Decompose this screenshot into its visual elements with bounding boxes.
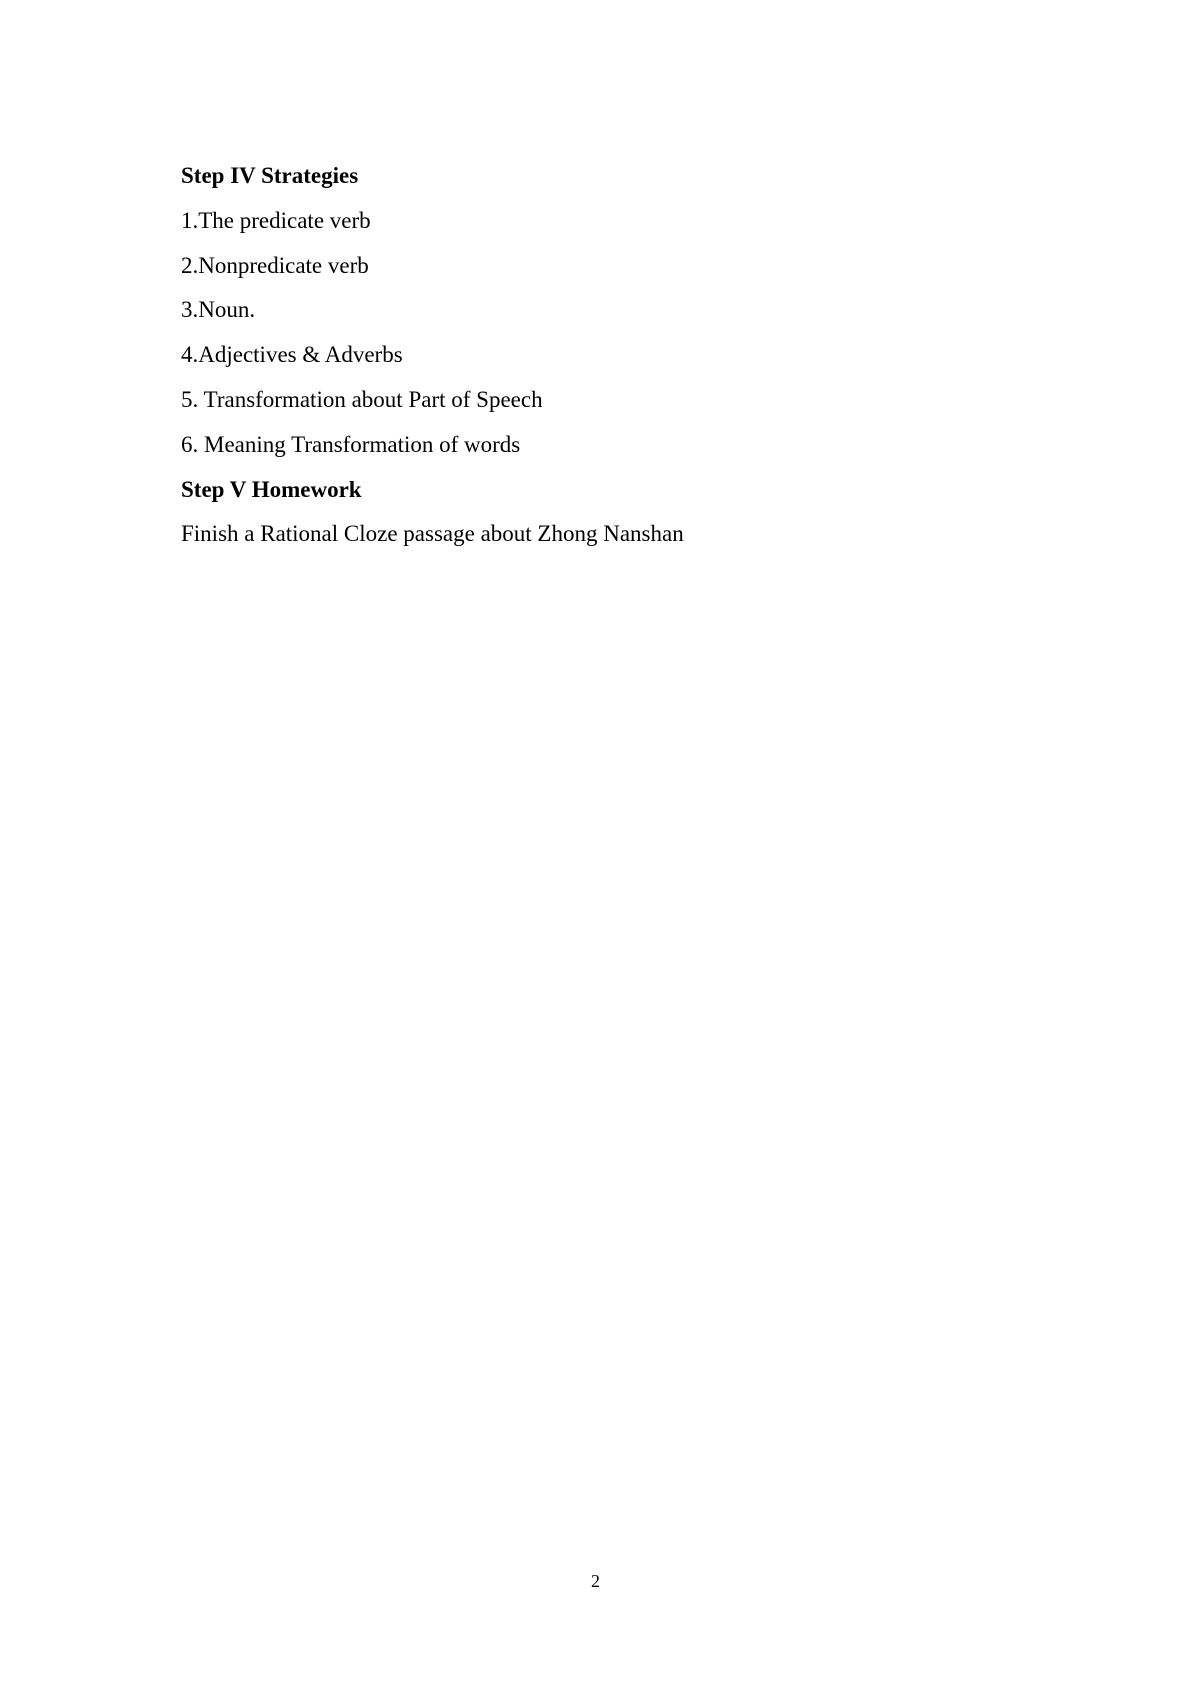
strategy-item-predicate-verb: 1.The predicate verb xyxy=(181,207,371,233)
strategy-item-nonpredicate-verb: 2.Nonpredicate verb xyxy=(181,252,369,278)
page-number: 2 xyxy=(591,1571,600,1591)
section-heading-homework: Step V Homework xyxy=(181,476,362,502)
strategy-item-adjectives-adverbs: 4.Adjectives & Adverbs xyxy=(181,342,403,368)
page-content xyxy=(181,154,1041,557)
section-heading-strategies: Step IV Strategies xyxy=(181,163,359,188)
strategy-item-meaning-transformation: 6. Meaning Transformation of words xyxy=(181,431,521,457)
homework-item: Finish a Rational Cloze passage about Zhong Nanshan xyxy=(181,521,684,547)
strategy-item-part-of-speech: 5. Transformation about Part of Speech xyxy=(181,386,543,412)
strategy-item-noun: 3.Noun. xyxy=(181,297,256,323)
